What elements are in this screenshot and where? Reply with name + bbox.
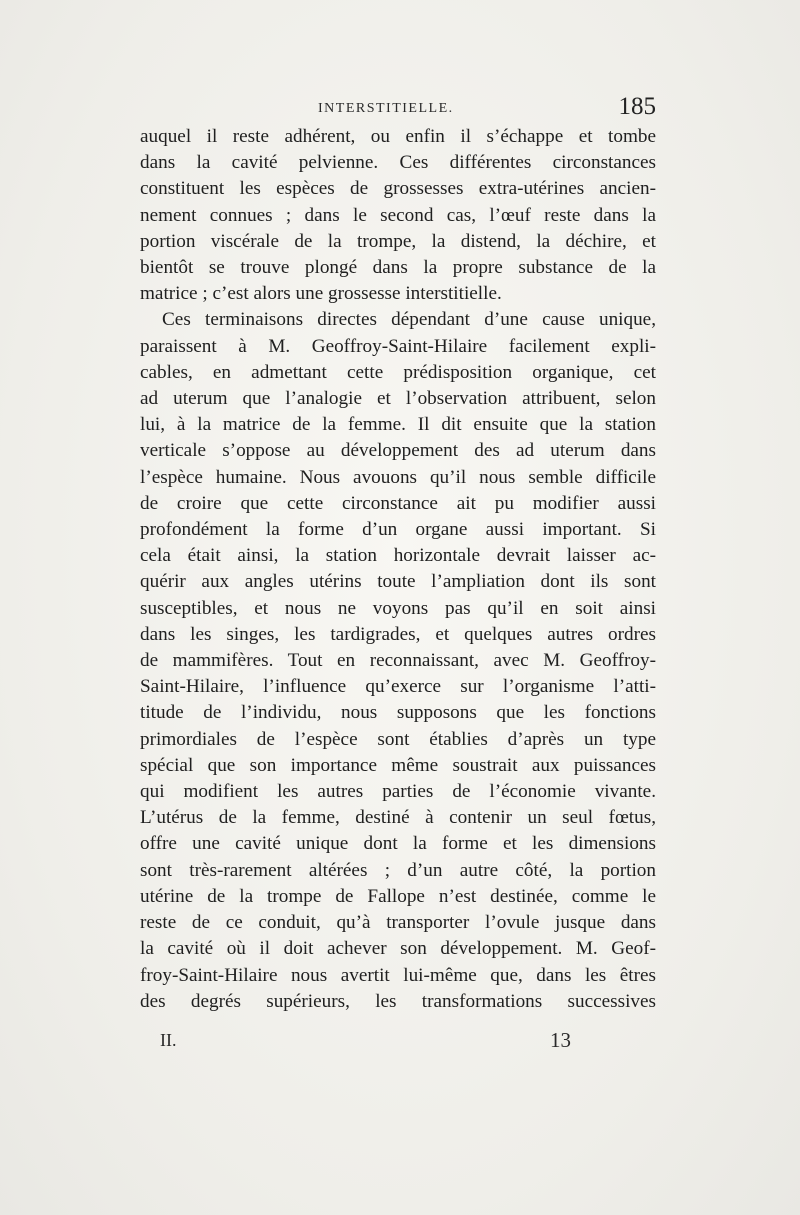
running-head: INTERSTITIELLE. <box>318 101 454 116</box>
text-line: dans la cavité pelvienne. Ces différentes circonstances <box>140 152 656 174</box>
text-line: la cavité où il doit achever son développement. M. Geof- <box>140 938 656 960</box>
text-line: de mammifères. Tout en reconnaissant, avec M. Geoffroy- <box>140 650 656 672</box>
text-line: sont très-rarement altérées ; d’un autre côté, la portion <box>140 859 656 881</box>
text-line: de croire que cette circonstance ait pu modifier aussi <box>140 492 656 514</box>
text-line: offre une cavité unique dont la forme et les dimensions <box>140 833 656 855</box>
text-line: Saint-Hilaire, l’influence qu’exerce sur l’organisme l’atti- <box>140 676 656 698</box>
text-line: Ces terminaisons directes dépendant d’une cause unique, <box>162 309 656 331</box>
text-line: titude de l’individu, nous supposons que les fonctions <box>140 702 656 724</box>
text-line: spécial que son importance même soustrait aux puissances <box>140 754 656 776</box>
text-line: susceptibles, et nous ne voyons pas qu’il en soit ainsi <box>140 597 656 619</box>
page-footer <box>140 1030 660 1060</box>
text-line: primordiales de l’espèce sont établies d’après un type <box>140 728 656 750</box>
text-line: matrice ; c’est alors une grossesse interstitielle. <box>140 283 502 305</box>
body-text <box>140 124 656 1015</box>
text-line: quérir aux angles utérins toute l’ampliation dont ils sont <box>140 571 656 593</box>
text-line: reste de ce conduit, qu’à transporter l’ovule jusque dans <box>140 912 656 934</box>
text-line: dans les singes, les tardigrades, et quelques autres ordres <box>140 623 656 645</box>
text-line: froy-Saint-Hilaire nous avertit lui-même que, dans les êtres <box>140 964 656 986</box>
text-line: profondément la forme d’un organe aussi important. Si <box>140 519 656 541</box>
text-line: nement connues ; dans le second cas, l’œuf reste dans la <box>140 204 656 226</box>
text-line: bientôt se trouve plongé dans la propre substance de la <box>140 257 656 279</box>
text-line: verticale s’oppose au développement des ad uterum dans <box>140 440 656 462</box>
text-line: auquel il reste adhérent, ou enfin il s’échappe et tombe <box>140 126 656 147</box>
text-line: paraissent à M. Geoffroy-Saint-Hilaire facilement expli- <box>140 335 656 357</box>
text-line: l’espèce humaine. Nous avouons qu’il nous semble difficile <box>140 466 656 488</box>
text-line: L’utérus de la femme, destiné à contenir un seul fœtus, <box>140 807 656 829</box>
text-line: constituent les espèces de grossesses extra-utérines ancien- <box>140 178 656 200</box>
text-line: lui, à la matrice de la femme. Il dit ensuite que la station <box>140 414 656 436</box>
page-header <box>140 93 660 127</box>
sheet-number: 13 <box>550 1028 571 1052</box>
signature-mark: II. <box>160 1030 177 1050</box>
text-line: qui modifient les autres parties de l’économie vivante. <box>140 781 656 803</box>
text-line: utérine de la trompe de Fallope n’est destinée, comme le <box>140 885 656 907</box>
text-line: cela était ainsi, la station horizontale devrait laisser ac- <box>140 545 656 567</box>
page-number: 185 <box>618 93 656 120</box>
text-line: portion viscérale de la trompe, la distend, la déchire, et <box>140 230 656 252</box>
text-line: des degrés supérieurs, les transformations successives <box>140 990 656 1012</box>
text-line: cables, en admettant cette prédisposition organique, cet <box>140 361 656 383</box>
text-line: ad uterum que l’analogie et l’observation attribuent, selon <box>140 388 656 410</box>
